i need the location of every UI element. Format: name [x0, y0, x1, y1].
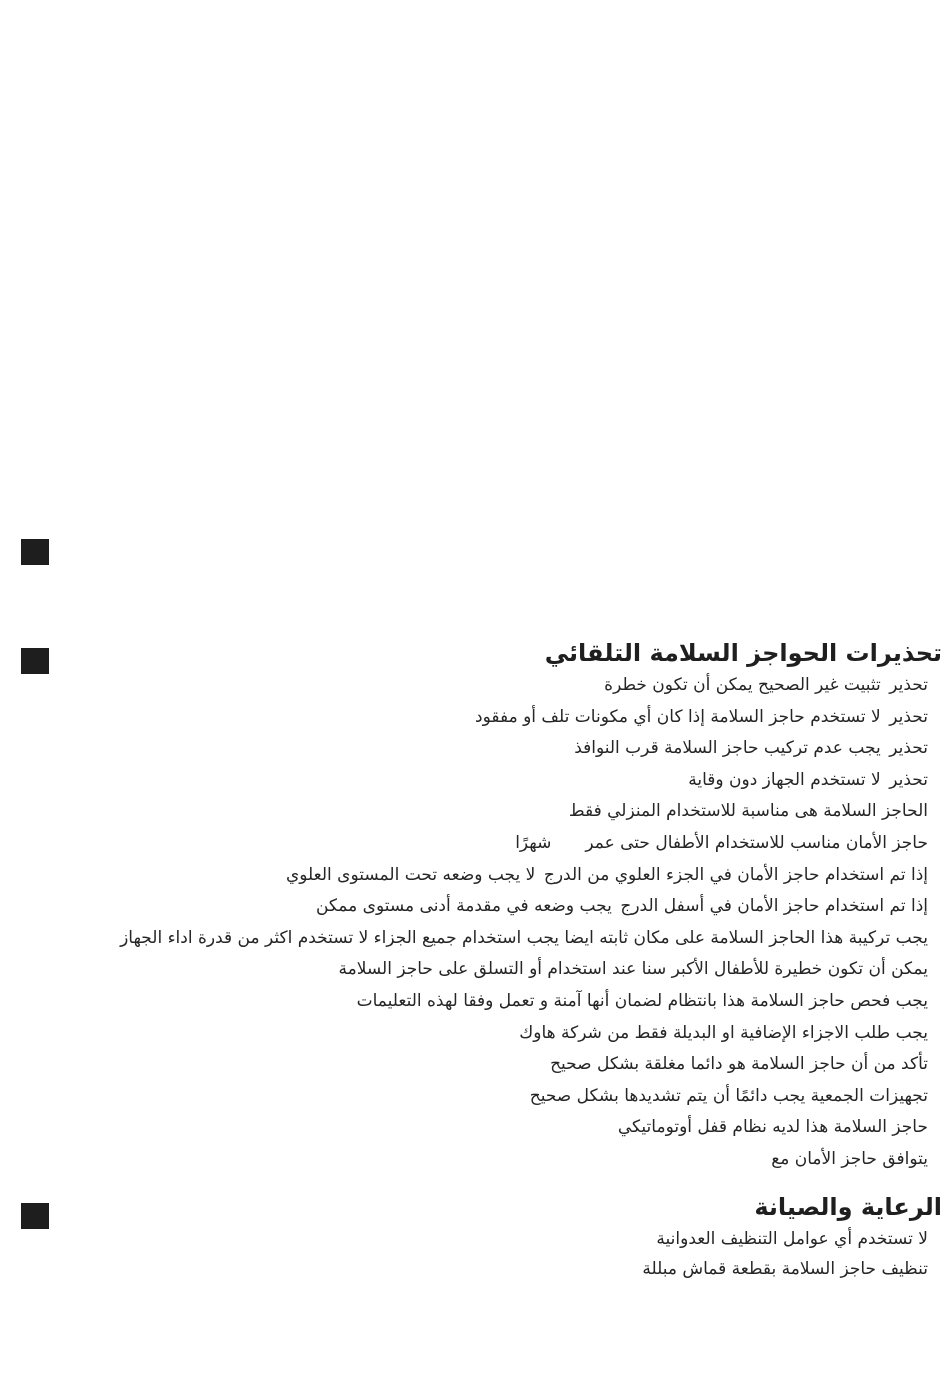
care-heading: الرعاية والصيانة [754, 1193, 942, 1221]
warning-item [42, 733, 928, 765]
age-unit: شهرًا [515, 832, 552, 853]
warnings-section [42, 636, 942, 1176]
list-item: تجهيزات الجمعية يجب دائمًا أن يتم تشديدها بشكل صحيح [529, 1085, 928, 1106]
age-text: حاجز الأمان مناسب للاستخدام الأطفال حتى عمر [585, 832, 928, 853]
list-item [42, 891, 928, 923]
section-marker [21, 539, 49, 565]
list-item [42, 860, 928, 892]
warning-text: لا تستخدم حاجز السلامة إذا كان أي مكونات تلف أو مفقود [475, 706, 881, 727]
list-item: الحاجز السلامة هى مناسبة للاستخدام المنزلي فقط [568, 801, 928, 822]
warning-label: تحذير [889, 738, 928, 759]
list-item: يجب تركيبة هذا الحاجز السلامة على مكان ثابته ايضا يجب استخدام جميع الجزاء لا تستخدم اكثر من قدرة اداء الجهاز [120, 927, 928, 948]
warning-item [42, 702, 928, 734]
care-section [42, 1190, 942, 1284]
list-item-part: لا يجب وضعه تحت المستوى العلوي [285, 864, 536, 885]
list-item: يجب فحص حاجز السلامة هذا بانتظام لضمان أنها آمنة و تعمل وفقا لهذه التعليمات [356, 990, 928, 1011]
list-item-part: إذا تم استخدام حاجز الأمان في الجزء العلوي من الدرج [543, 864, 928, 885]
list-item: تنظيف حاجز السلامة بقطعة قماش مبللة [642, 1259, 928, 1279]
list-item: تأكد من أن حاجز السلامة هو دائما مغلقة بشكل صحيح [550, 1054, 928, 1075]
list-item [42, 828, 928, 860]
warning-text: تثبيت غير الصحيح يمكن أن تكون خطرة [604, 675, 881, 695]
list-item: يتوافق حاجز الأمان مع [771, 1148, 928, 1169]
warning-label: تحذير [889, 706, 928, 727]
warning-text: يجب عدم تركيب حاجز السلامة قرب النوافذ [574, 738, 881, 759]
list-item: لا تستخدم أي عوامل التنظيف العدوانية [656, 1229, 928, 1249]
warning-label: تحذير [889, 769, 928, 790]
warnings-list [42, 670, 942, 1176]
warning-label: تحذير [889, 675, 928, 695]
care-list [42, 1224, 942, 1284]
list-item: يجب طلب الاجزاء الإضافية او البديلة فقط من شركة هاوك [519, 1022, 928, 1043]
warnings-heading: تحذيرات الحواجز السلامة التلقائي [544, 639, 942, 667]
list-item-part: إذا تم استخدام حاجز الأمان في أسفل الدرج [620, 896, 928, 917]
warning-item [42, 670, 928, 702]
list-item: حاجز السلامة هذا لديه نظام قفل أوتوماتيكي [617, 1117, 928, 1138]
list-item: يمكن أن تكون خطيرة للأطفال الأكبر سنا عند استخدام أو التسلق على حاجز السلامة [338, 959, 928, 980]
warning-text: لا تستخدم الجهاز دون وقاية [688, 769, 881, 790]
list-item-part: يجب وضعه في مقدمة أدنى مستوى ممكن [315, 896, 612, 917]
warning-item [42, 765, 928, 797]
